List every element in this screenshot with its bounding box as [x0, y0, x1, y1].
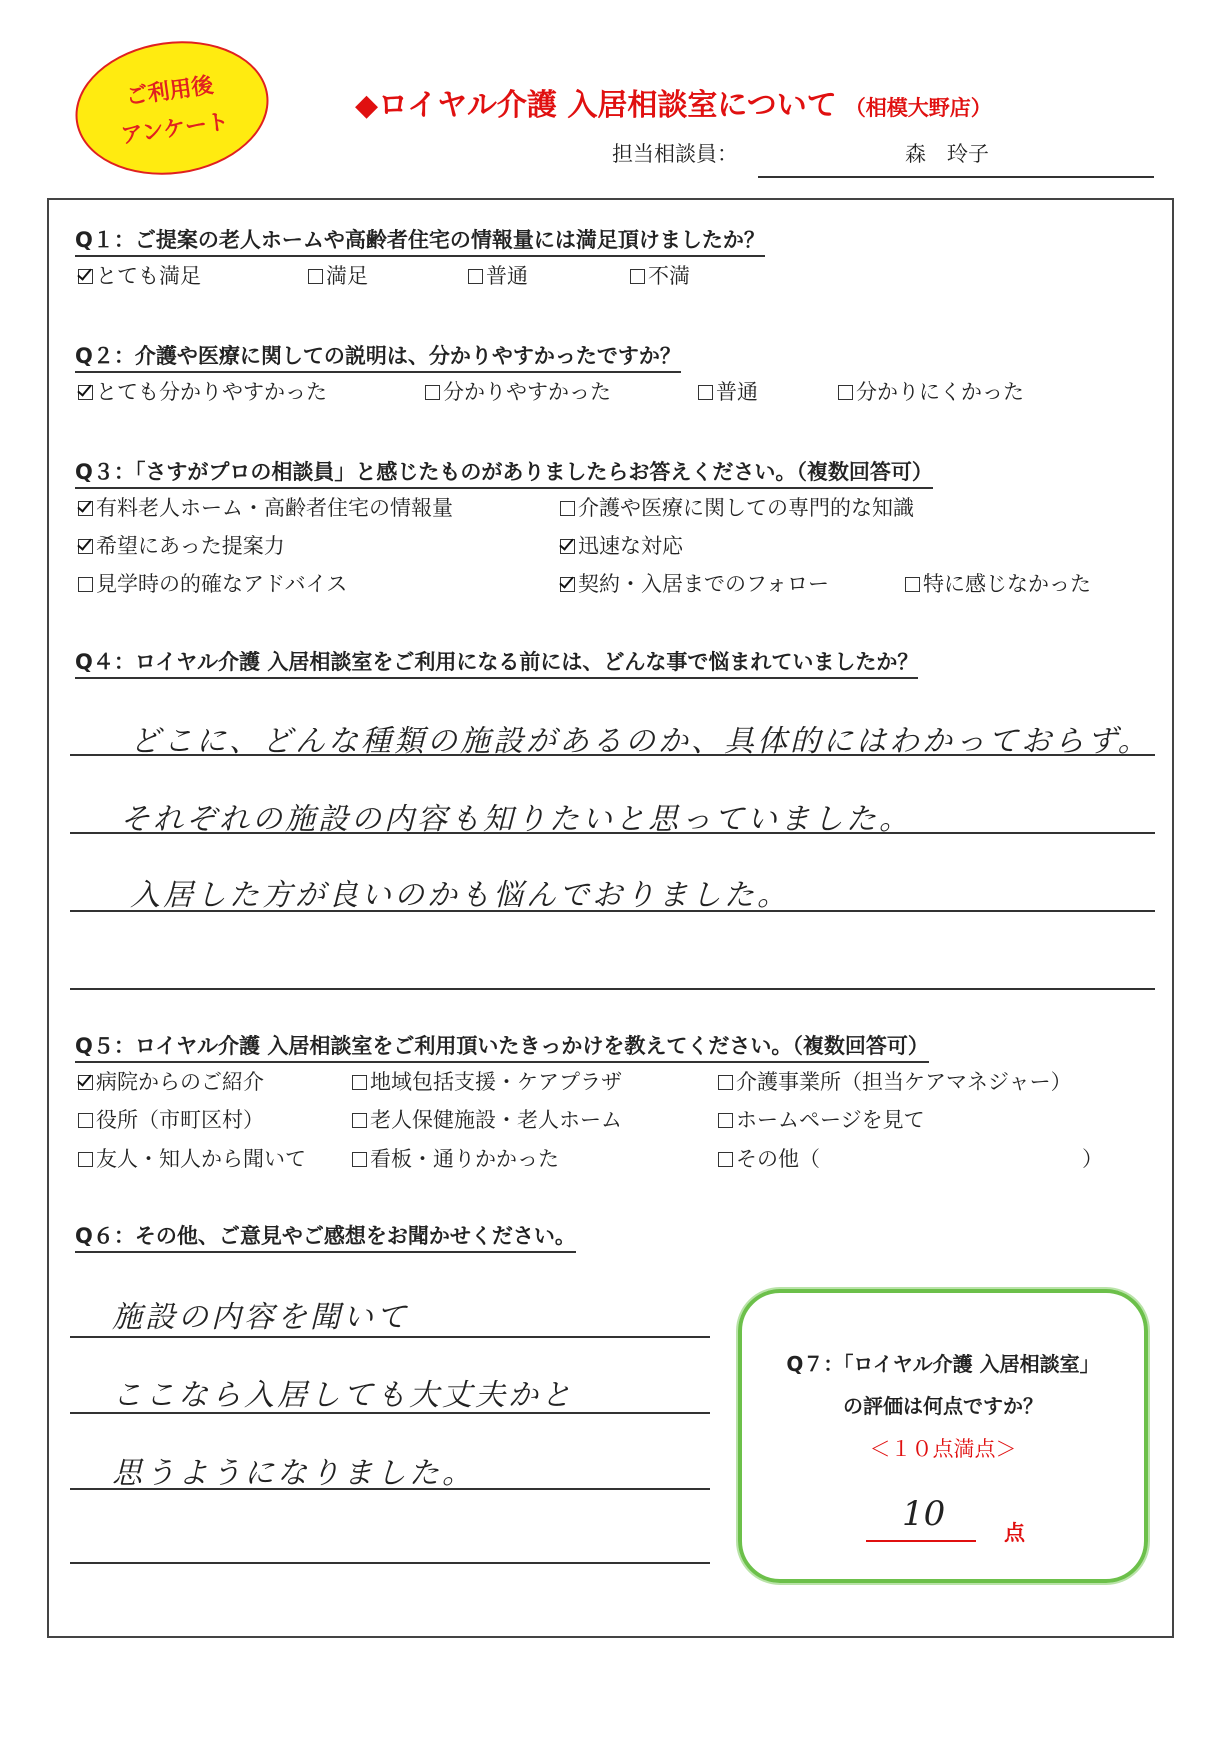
q7-rating-box [738, 1289, 1148, 1583]
q5-question: Q５：ロイヤル介護 入居相談室をご利用頂いたきっかけを教えてください。（複数回答可） [75, 1030, 929, 1063]
q2-option-clear[interactable]: 分かりやすかった [425, 376, 611, 406]
title-text: ◆ロイヤル介護 入居相談室について [355, 88, 837, 123]
q4-answer-line-3: 入居した方が良いのかも悩んでおりました。 [130, 878, 790, 913]
q5-option-nursing-facility[interactable]: 老人保健施設・老人ホーム [352, 1104, 622, 1134]
q1-option-satisfied[interactable]: 満足 [308, 260, 368, 290]
q1-option-dissatisfied[interactable]: 不満 [630, 260, 690, 290]
q5-option-signboard[interactable]: 看板・通りかかった [352, 1143, 559, 1173]
q4-answer-line-2: それぞれの施設の内容も知りたいと思っていました。 [120, 802, 912, 837]
q5-option-homepage[interactable]: ホームページを見て [718, 1104, 925, 1134]
q6-writing-line [70, 1412, 710, 1414]
checkbox-checked-icon [78, 269, 93, 284]
q5-option-care-plaza[interactable]: 地域包括支援・ケアプラザ [352, 1066, 622, 1096]
q6-answer-line-1: 施設の内容を聞いて [112, 1300, 409, 1335]
q3-option-proposal[interactable]: 希望にあった提案力 [78, 530, 285, 560]
q7-score-value: 10 [902, 1494, 946, 1534]
checkbox-icon [718, 1113, 733, 1128]
checkbox-checked-icon [78, 539, 93, 554]
q6-answer-line-2: ここなら入居しても大丈夫かと [112, 1378, 574, 1413]
q6-question: Q６：その他、ご意見やご感想をお聞かせください。 [75, 1220, 576, 1253]
q6-writing-line [70, 1488, 710, 1490]
q6-answer-line-3: 思うようになりました。 [112, 1456, 475, 1491]
q5-option-other[interactable]: その他（ [718, 1143, 820, 1173]
consultant-label: 担当相談員： [612, 142, 738, 166]
q3-option-expert-knowledge[interactable]: 介護や医療に関しての専門的な知識 [560, 492, 914, 522]
q7-max-score: ＜１０点満点＞ [869, 1437, 1017, 1461]
q7-score-unit: 点 [1004, 1521, 1025, 1545]
checkbox-icon [352, 1075, 367, 1090]
consultant-underline [758, 176, 1154, 178]
q2-option-unclear[interactable]: 分かりにくかった [838, 376, 1024, 406]
q2-option-normal[interactable]: 普通 [698, 376, 758, 406]
checkbox-checked-icon [78, 385, 93, 400]
q7-score-underline [866, 1540, 976, 1542]
q5-option-care-manager[interactable]: 介護事業所（担当ケアマネジャー） [718, 1066, 1072, 1096]
checkbox-icon [78, 1113, 93, 1128]
q1-option-normal[interactable]: 普通 [468, 260, 528, 290]
checkbox-checked-icon [78, 501, 93, 516]
q3-option-visit-advice[interactable]: 見学時の的確なアドバイス [78, 568, 347, 598]
checkbox-icon [308, 269, 323, 284]
q5-option-hospital[interactable]: 病院からのご紹介 [78, 1066, 264, 1096]
q3-question: Q３：「さすがプロの相談員」と感じたものがありましたらお答えください。（複数回答可） [75, 456, 933, 489]
checkbox-icon [905, 577, 920, 592]
checkbox-icon [78, 1152, 93, 1167]
page-title [355, 80, 992, 124]
consultant-name: 森 玲子 [905, 142, 989, 166]
q2-question: Q２：介護や医療に関しての説明は、分かりやすかったですか？ [75, 340, 681, 373]
q3-option-none[interactable]: 特に感じなかった [905, 568, 1091, 598]
checkbox-icon [352, 1113, 367, 1128]
badge-line-2: アンケート [119, 109, 231, 150]
q3-option-info-volume[interactable]: 有料老人ホーム・高齢者住宅の情報量 [78, 492, 453, 522]
q4-writing-line [70, 754, 1155, 756]
checkbox-icon [352, 1152, 367, 1167]
q7-question-line-2: の評価は何点ですか？ [843, 1394, 1043, 1418]
checkbox-icon [78, 577, 93, 592]
checkbox-icon [718, 1075, 733, 1090]
checkbox-icon [630, 269, 645, 284]
q6-writing-line [70, 1562, 710, 1564]
q4-writing-line [70, 832, 1155, 834]
q4-writing-line [70, 910, 1155, 912]
checkbox-icon [425, 385, 440, 400]
q5-option-friend[interactable]: 友人・知人から聞いて [78, 1143, 306, 1173]
q1-option-very-satisfied[interactable]: とても満足 [78, 260, 201, 290]
q4-answer-line-1: どこに、どんな種類の施設があるのか、具体的にはわかっておらず。 [130, 724, 1151, 759]
checkbox-icon [838, 385, 853, 400]
q6-writing-line [70, 1336, 710, 1338]
q3-option-quick-response[interactable]: 迅速な対応 [560, 530, 683, 560]
q5-other-close-paren: ） [1082, 1147, 1103, 1171]
q5-option-city-office[interactable]: 役所（市町区村） [78, 1104, 264, 1134]
q3-option-follow-up[interactable]: 契約・入居までのフォロー [560, 568, 829, 598]
checkbox-icon [560, 501, 575, 516]
checkbox-icon [718, 1152, 733, 1167]
q4-question: Q４：ロイヤル介護 入居相談室をご利用になる前には、どんな事で悩まれていましたか？ [75, 646, 918, 679]
checkbox-icon [468, 269, 483, 284]
branch-name: （相模大野店） [844, 96, 992, 120]
q4-writing-line [70, 988, 1155, 990]
checkbox-icon [698, 385, 713, 400]
q2-option-very-clear[interactable]: とても分かりやすかった [78, 376, 327, 406]
q1-question: Q１：ご提案の老人ホームや高齢者住宅の情報量には満足頂けましたか？ [75, 224, 765, 257]
checkbox-checked-icon [560, 577, 575, 592]
survey-badge [67, 29, 277, 187]
checkbox-checked-icon [78, 1075, 93, 1090]
checkbox-checked-icon [560, 539, 575, 554]
badge-line-1: ご利用後 [124, 73, 216, 111]
q7-question-line-1: Q７：「ロイヤル介護 入居相談室」 [786, 1352, 1100, 1376]
